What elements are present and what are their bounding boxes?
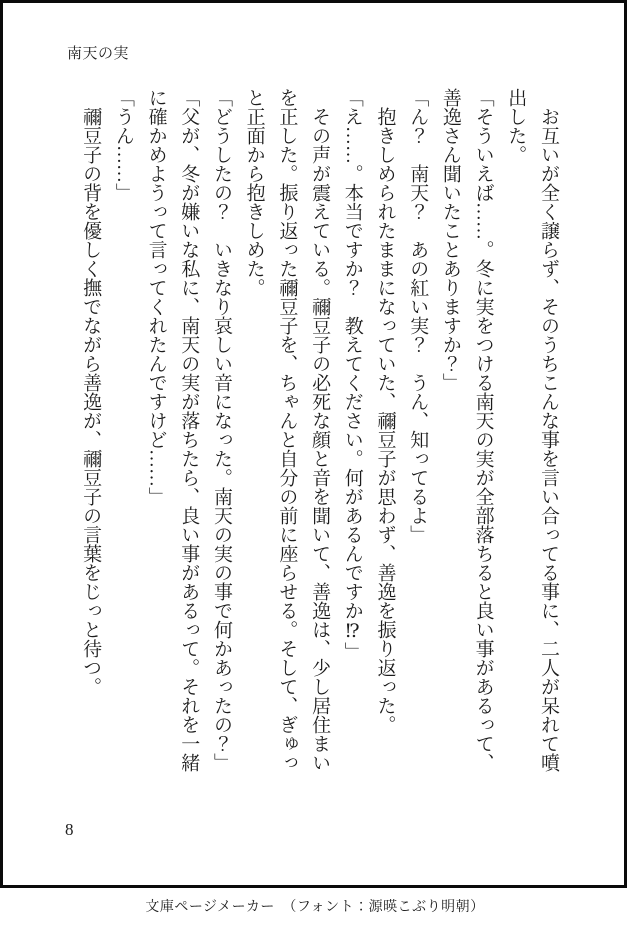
paragraph: 「ん？ 南天？ あの紅い実？ うん、知ってるよ」 (407, 88, 429, 544)
paragraph: 抱きしめられたままになっていた、禰豆子が思わず、善逸を振り返った。 (374, 88, 396, 734)
body-text (73, 88, 564, 773)
paragraph: 「え……。本当ですか？ 教えてください。何があるんですか⁉」 (341, 88, 363, 661)
paragraph: 「どうしたの？ いきなり哀しい音になった。南天の実の事で何かあったの？」 (210, 88, 232, 772)
paragraph: 「そういえば……。冬に実をつける南天の実が全部落ちると良い事があるって、善逸さん聞いたことありますか？」 (439, 88, 494, 772)
paragraph: 禰豆子の背を優しく撫でながら善逸が、禰豆子の言葉をじっと待つ。 (80, 88, 102, 696)
paragraph: 「父が、冬が嫌いな私に、南天の実が落ちたら、良い事があるって。それを一緒に確かめようって言ってくれたんですけど……」 (145, 88, 200, 772)
paragraph: お互いが全く譲らず、そのうちこんな事を言い合ってる事に、二人が呆れて噴出した。 (505, 88, 559, 772)
paragraph: 「うん……」 (112, 88, 134, 202)
page-number: 8 (65, 820, 74, 839)
running-title: 南天の実 (67, 46, 130, 62)
paragraph: その声が震えている。禰豆子の必死な顔と音を聞いて、善逸は、少し居住まいを正した。振り返った禰豆子を、ちゃんと自分の前に座らせる。そして、ぎゅっと正面から抱きしめた。 (243, 88, 331, 772)
footer-credit: 文庫ページメーカー （フォント：源暎こぶり明朝） (145, 900, 485, 915)
